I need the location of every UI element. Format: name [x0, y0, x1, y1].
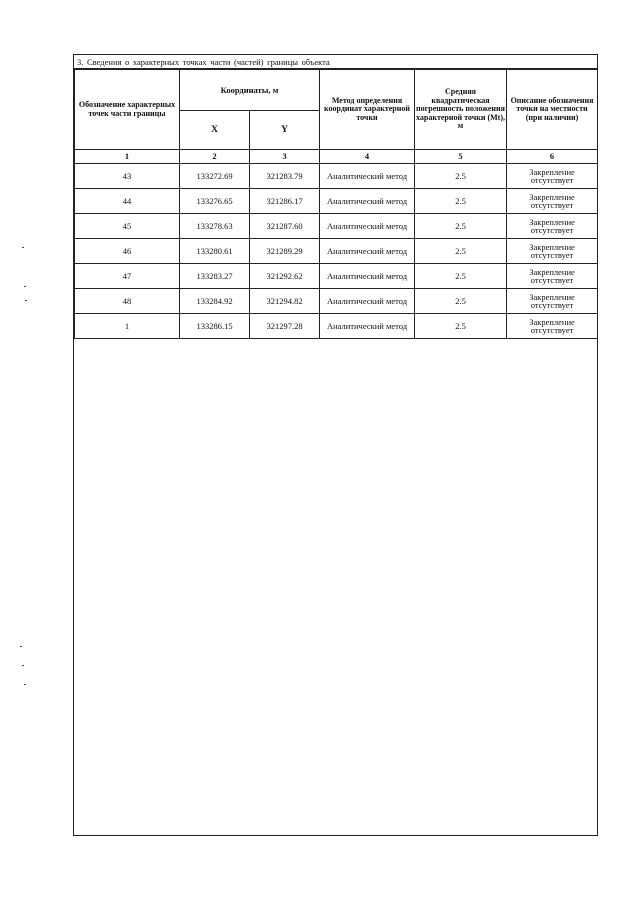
description: Закрепление отсутствует [507, 239, 598, 264]
description: Закрепление отсутствует [507, 214, 598, 239]
method: Аналитический метод [320, 239, 415, 264]
description: Закрепление отсутствует [507, 314, 598, 339]
document-frame [73, 54, 598, 836]
coord-x: 133286.15 [180, 314, 250, 339]
point-id: 45 [75, 214, 180, 239]
mean-error: 2.5 [415, 164, 507, 189]
table-row [75, 214, 598, 239]
description: Закрепление отсутствует [507, 189, 598, 214]
method: Аналитический метод [320, 264, 415, 289]
coord-y: 321292.62 [250, 264, 320, 289]
method: Аналитический метод [320, 289, 415, 314]
method: Аналитический метод [320, 214, 415, 239]
point-id: 43 [75, 164, 180, 189]
mean-error: 2.5 [415, 214, 507, 239]
boundary-points-table [74, 69, 598, 339]
mean-error: 2.5 [415, 264, 507, 289]
header-coordinates: Координаты, м [180, 70, 320, 111]
coord-x: 133283.27 [180, 264, 250, 289]
coord-y: 321297.28 [250, 314, 320, 339]
point-id: 47 [75, 264, 180, 289]
header-mean-error: Средняя квадратическая погрешность положения характерной точки (Mt), м [415, 70, 507, 150]
table-row [75, 264, 598, 289]
column-number: 5 [415, 150, 507, 164]
mean-error: 2.5 [415, 314, 507, 339]
method: Аналитический метод [320, 314, 415, 339]
point-id: 44 [75, 189, 180, 214]
column-number: 2 [180, 150, 250, 164]
coord-y: 321289.29 [250, 239, 320, 264]
table-row [75, 189, 598, 214]
column-number: 4 [320, 150, 415, 164]
column-number: 6 [507, 150, 598, 164]
column-number: 1 [75, 150, 180, 164]
header-y: Y [250, 111, 320, 150]
description: Закрепление отсутствует [507, 264, 598, 289]
coord-x: 133280.61 [180, 239, 250, 264]
coord-x: 133278.63 [180, 214, 250, 239]
table-row [75, 239, 598, 264]
point-id: 46 [75, 239, 180, 264]
coord-y: 321294.82 [250, 289, 320, 314]
point-id: 1 [75, 314, 180, 339]
method: Аналитический метод [320, 164, 415, 189]
table-row [75, 164, 598, 189]
coord-y: 321287.60 [250, 214, 320, 239]
table-row [75, 314, 598, 339]
table-row [75, 289, 598, 314]
description: Закрепление отсутствует [507, 289, 598, 314]
header-description: Описание обозначения точки на местности (при наличии) [507, 70, 598, 150]
section-title: 3. Сведения о характерных точках части (частей) границы объекта [74, 55, 597, 69]
header-method: Метод определения координат характерной точки [320, 70, 415, 150]
coord-x: 133272.69 [180, 164, 250, 189]
mean-error: 2.5 [415, 189, 507, 214]
column-number: 3 [250, 150, 320, 164]
method: Аналитический метод [320, 189, 415, 214]
coord-y: 321283.79 [250, 164, 320, 189]
coord-x: 133284.92 [180, 289, 250, 314]
coord-x: 133276.65 [180, 189, 250, 214]
header-point-designation: Обозначение характерных точек части границы [75, 70, 180, 150]
point-id: 48 [75, 289, 180, 314]
header-x: X [180, 111, 250, 150]
coord-y: 321286.17 [250, 189, 320, 214]
description: Закрепление отсутствует [507, 164, 598, 189]
mean-error: 2.5 [415, 239, 507, 264]
mean-error: 2.5 [415, 289, 507, 314]
